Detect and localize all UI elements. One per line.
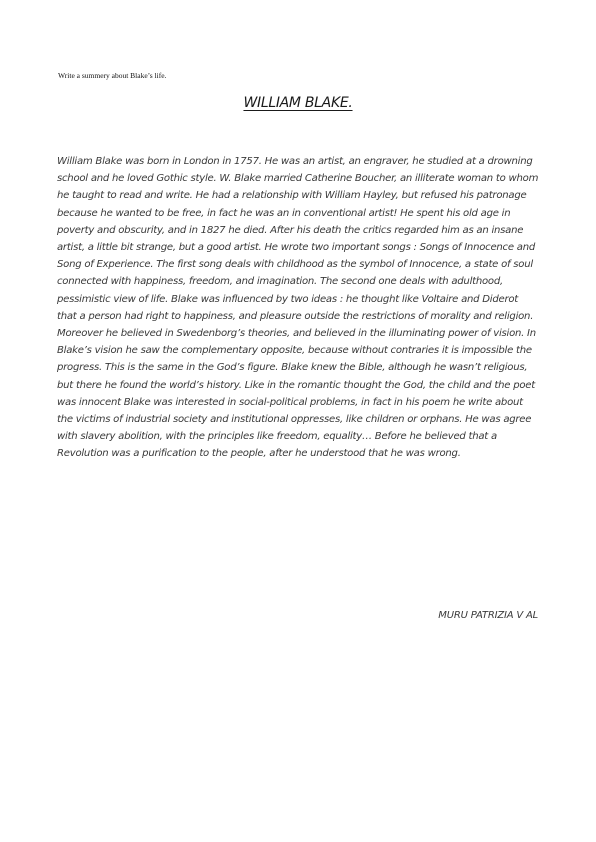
document-title-container bbox=[0, 95, 596, 111]
author-signature: MURU PATRIZIA V AL bbox=[438, 610, 538, 621]
assignment-prompt: Write a summery about Blake’s life. bbox=[58, 71, 167, 80]
essay-body: William Blake was born in London in 1757. He was an artist, an engraver, he studied at a drowning school and he loved Gothic style. W. Blake married Catherine Boucher, an illiterate woman to whom he taught to read and write. He had a relationship with William Hayley, but refused his patronage because he wanted to be free, in fact he was an in conventional artist! He spent his old age in poverty and obscurity, and in 1827 he died. After his death the critics regarded him as an insane artist, a little bit strange, but a good artist. He wrote two important songs : Songs of Innocence and Song of Experience. The first song deals with childhood as the symbol of Innocence, a state of soul connected with happiness, freedom, and imagination. The second one deals with adulthood, pessimistic view of life. Blake was influenced by two ideas : he thought like Voltaire and Diderot that a person had right to happiness, and pleasure outside the restrictions of morality and religion. Moreover he believed in Swedenborg’s theories, and believed in the illuminating power of vision. In Blake’s vision he saw the complementary opposite, because without contraries it is impossible the progress. This is the same in the God’s figure. Blake knew the Bible, although he wasn’t religious, but there he found the world’s history. Like in the romantic thought the God, the child and the poet was innocent Blake was interested in social-political problems, in fact in his poem he write about the victims of industrial society and institutional oppresses, like children or orphans. He was agree with slavery abolition, with the principles like freedom, equality… Before he believed that a Revolution was a purification to the people, after he understood that he was wrong. bbox=[57, 156, 539, 460]
document-title: WILLIAM BLAKE. bbox=[243, 95, 353, 111]
